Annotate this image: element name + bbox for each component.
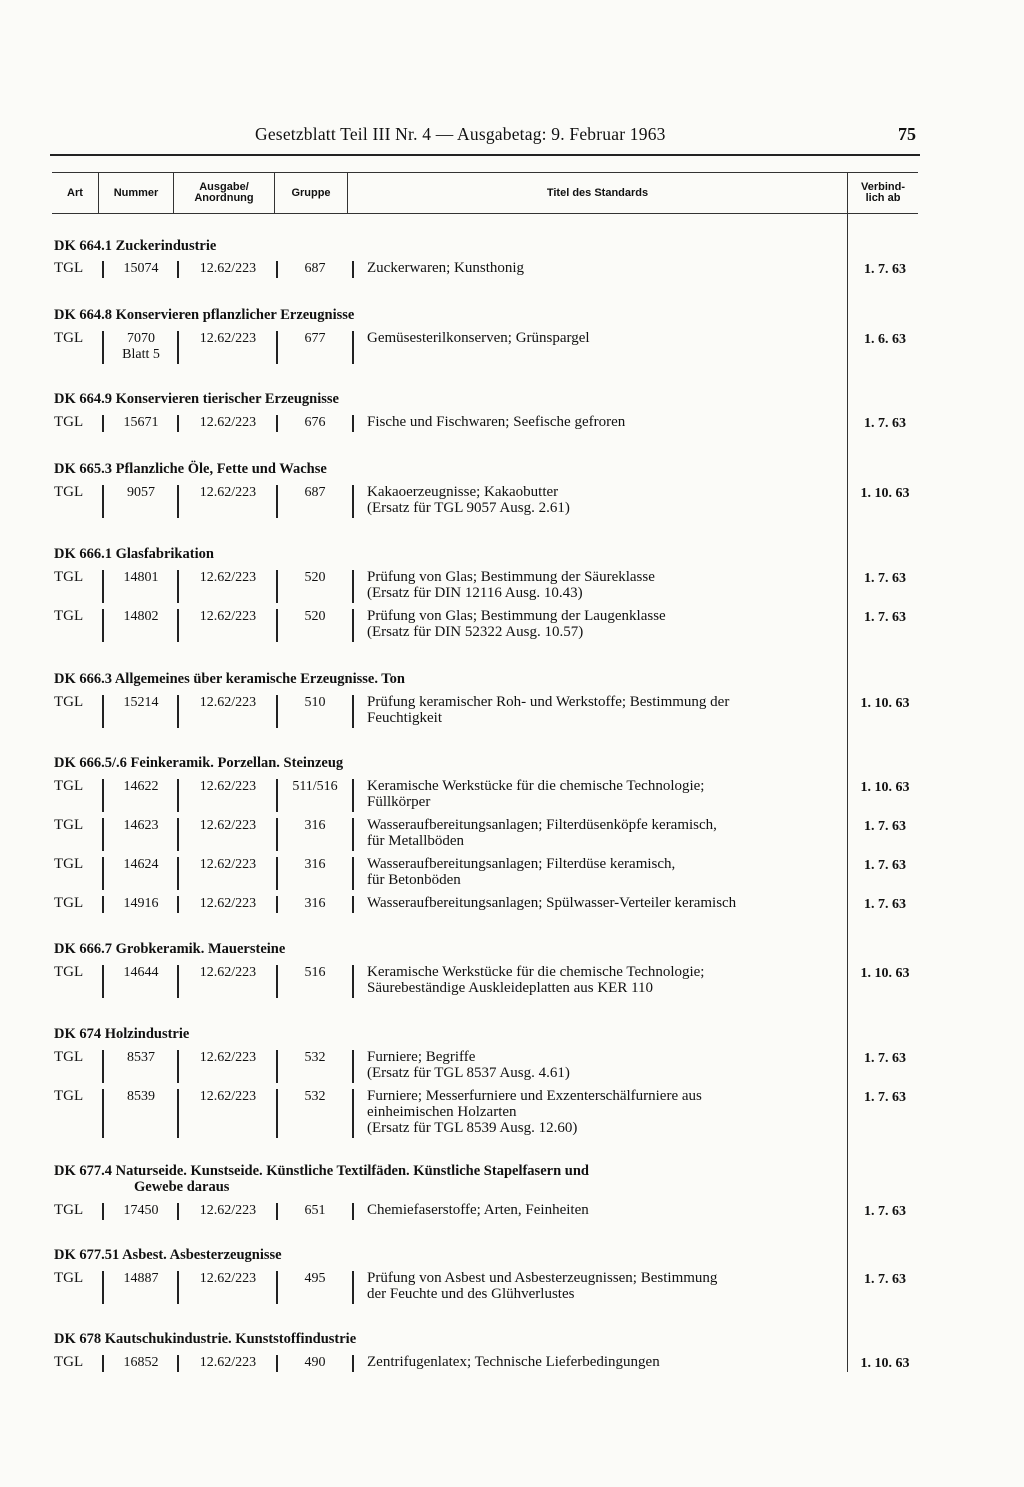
page-number: 75 (898, 124, 916, 144)
row-nummer: 14622 (123, 779, 159, 794)
row-nummer: 15671 (123, 415, 159, 430)
row-nummer: 8537 (127, 1050, 155, 1065)
row-nummer: 14887 (123, 1271, 159, 1286)
column-bar (177, 818, 179, 851)
column-bar (177, 779, 179, 812)
row-ausgabe: 12.62/223 (199, 695, 257, 710)
column-bar (102, 1203, 104, 1220)
column-bar (352, 261, 354, 278)
row-ausgabe: 12.62/223 (199, 965, 257, 980)
row-art: TGL (54, 608, 84, 624)
column-header-ausgabe: Ausgabe/ Anordnung (194, 181, 254, 204)
column-bar (177, 896, 179, 913)
row-nummer: 14802 (123, 609, 159, 624)
column-bar (177, 261, 179, 278)
row-gruppe: 510 (304, 695, 326, 710)
row-gruppe: 511/516 (292, 779, 338, 794)
row-titel-line: für Metallböden (367, 833, 465, 849)
column-bar (352, 965, 354, 998)
row-gruppe: 316 (304, 857, 326, 872)
row-verbindlich: 1. 7. 63 (864, 858, 906, 873)
row-titel-line: (Ersatz für TGL 8539 Ausg. 12.60) (367, 1120, 578, 1136)
column-bar (276, 1203, 278, 1220)
row-art: TGL (54, 1354, 84, 1370)
section-title: DK 678 Kautschukindustrie. Kunststoffindustrie (54, 1331, 357, 1347)
row-nummer: 14916 (123, 896, 159, 911)
header-rule (50, 154, 920, 156)
column-bar (276, 261, 278, 278)
row-titel-line: Fische und Fischwaren; Seefische gefroren (367, 414, 626, 430)
verbindlich-column-rule (847, 212, 848, 1372)
column-bar (352, 1050, 354, 1083)
row-titel-line: Füllkörper (367, 794, 431, 810)
row-ausgabe: 12.62/223 (199, 1089, 257, 1104)
column-bar (276, 1089, 278, 1138)
row-gruppe: 495 (304, 1271, 326, 1286)
column-header-titel: Titel des Standards (546, 186, 649, 199)
section-title: DK 664.1 Zuckerindustrie (54, 238, 217, 254)
column-bar (276, 1355, 278, 1372)
row-verbindlich: 1. 7. 63 (864, 610, 906, 625)
column-bar (276, 779, 278, 812)
column-bar (352, 1203, 354, 1220)
row-titel-line: (Ersatz für DIN 52322 Ausg. 10.57) (367, 624, 584, 640)
row-art: TGL (54, 895, 84, 911)
row-art: TGL (54, 1270, 84, 1286)
column-bar (276, 695, 278, 728)
column-bar (352, 1355, 354, 1372)
section-title: DK 666.5/.6 Feinkeramik. Porzellan. Steinzeug (54, 755, 344, 771)
row-art: TGL (54, 414, 84, 430)
column-bar (276, 965, 278, 998)
row-verbindlich: 1. 7. 63 (864, 416, 906, 431)
row-ausgabe: 12.62/223 (199, 1203, 257, 1218)
column-bar (177, 609, 179, 642)
column-bar (177, 1050, 179, 1083)
row-art: TGL (54, 856, 84, 872)
row-gruppe: 520 (304, 570, 326, 585)
row-verbindlich: 1. 7. 63 (864, 1204, 906, 1219)
column-bar (177, 1203, 179, 1220)
section-title: DK 674 Holzindustrie (54, 1026, 190, 1042)
column-bar (276, 415, 278, 432)
row-nummer: 15214 (123, 695, 159, 710)
row-ausgabe: 12.62/223 (199, 1271, 257, 1286)
column-header-art: Art (67, 186, 83, 199)
row-verbindlich: 1. 7. 63 (864, 897, 906, 912)
row-titel-line: (Ersatz für TGL 8537 Ausg. 4.61) (367, 1065, 570, 1081)
row-gruppe: 687 (304, 485, 326, 500)
row-gruppe: 532 (304, 1050, 326, 1065)
column-bar (102, 570, 104, 603)
row-nummer-blatt: Blatt 5 (122, 347, 160, 362)
row-gruppe: 676 (304, 415, 326, 430)
column-bar (352, 857, 354, 890)
column-bar (177, 331, 179, 364)
row-titel-line: für Betonböden (367, 872, 461, 888)
column-bar (102, 261, 104, 278)
section-title: DK 677.4 Naturseide. Kunstseide. Künstliche Textilfäden. Künstliche Stapelfasern und (54, 1163, 589, 1179)
row-ausgabe: 12.62/223 (199, 261, 257, 276)
column-header-verbindlich: Verbind- lich ab (860, 181, 905, 204)
row-titel-line: Prüfung keramischer Roh- und Werkstoffe; Bestimmung der (367, 694, 730, 710)
row-titel-line: Furniere; Begriffe (367, 1049, 476, 1065)
column-bar (177, 570, 179, 603)
row-verbindlich: 1. 10. 63 (860, 486, 910, 501)
column-bar (352, 485, 354, 518)
column-bar (352, 1089, 354, 1138)
column-header-nummer: Nummer (113, 186, 159, 199)
row-verbindlich: 1. 10. 63 (860, 696, 910, 711)
column-bar (352, 609, 354, 642)
column-bar (352, 1271, 354, 1304)
row-nummer: 8539 (127, 1089, 155, 1104)
row-art: TGL (54, 484, 84, 500)
row-art: TGL (54, 1202, 84, 1218)
row-nummer: 17450 (123, 1203, 159, 1218)
row-ausgabe: 12.62/223 (199, 779, 257, 794)
column-bar (102, 896, 104, 913)
column-bar (102, 695, 104, 728)
column-bar (177, 485, 179, 518)
column-bar (352, 695, 354, 728)
row-titel-line: Prüfung von Asbest und Asbesterzeugnissen; Bestimmung (367, 1270, 718, 1286)
row-gruppe: 490 (304, 1355, 326, 1370)
column-bar (102, 485, 104, 518)
column-bar (102, 609, 104, 642)
row-titel-line: Prüfung von Glas; Bestimmung der Säureklasse (367, 569, 655, 585)
section-title: DK 664.8 Konservieren pflanzlicher Erzeugnisse (54, 307, 355, 323)
row-titel-line: Feuchtigkeit (367, 710, 442, 726)
row-nummer: 14623 (123, 818, 159, 833)
column-bar (352, 896, 354, 913)
row-art: TGL (54, 964, 84, 980)
row-titel-line: Säurebeständige Auskleideplatten aus KER 110 (367, 980, 654, 996)
section-title: DK 677.51 Asbest. Asbesterzeugnisse (54, 1247, 282, 1263)
column-bar (177, 695, 179, 728)
row-verbindlich: 1. 7. 63 (864, 262, 906, 277)
row-art: TGL (54, 330, 84, 346)
column-bar (177, 1355, 179, 1372)
row-verbindlich: 1. 10. 63 (860, 780, 910, 795)
column-bar (102, 331, 104, 364)
row-gruppe: 316 (304, 896, 326, 911)
column-bar (102, 1089, 104, 1138)
row-ausgabe: 12.62/223 (199, 857, 257, 872)
row-ausgabe: 12.62/223 (199, 331, 257, 346)
row-verbindlich: 1. 10. 63 (860, 1356, 910, 1371)
row-gruppe: 532 (304, 1089, 326, 1104)
row-titel-line: einheimischen Holzarten (367, 1104, 517, 1120)
column-bar (276, 818, 278, 851)
section-title: DK 664.9 Konservieren tierischer Erzeugnisse (54, 391, 339, 407)
row-titel-line: der Feuchte und des Glühverlustes (367, 1286, 575, 1302)
row-titel-line: Furniere; Messerfurniere und Exzenterschälfurniere aus (367, 1088, 702, 1104)
column-bar (352, 570, 354, 603)
column-bar (276, 1050, 278, 1083)
row-nummer: 14644 (123, 965, 159, 980)
row-nummer: 15074 (123, 261, 159, 276)
row-verbindlich: 1. 10. 63 (860, 966, 910, 981)
column-bar (102, 1271, 104, 1304)
section-title: DK 666.3 Allgemeines über keramische Erzeugnisse. Ton (54, 671, 405, 687)
row-titel-line: Prüfung von Glas; Bestimmung der Laugenklasse (367, 608, 666, 624)
row-gruppe: 520 (304, 609, 326, 624)
row-ausgabe: 12.62/223 (199, 570, 257, 585)
row-verbindlich: 1. 7. 63 (864, 571, 906, 586)
column-bar (352, 331, 354, 364)
column-bar (276, 331, 278, 364)
row-titel-line: Zentrifugenlatex; Technische Lieferbedingungen (367, 1354, 660, 1370)
column-bar (102, 1050, 104, 1083)
row-titel-line: (Ersatz für DIN 12116 Ausg. 10.43) (367, 585, 583, 601)
page-header-title: Gesetzblatt Teil III Nr. 4 — Ausgabetag: 9. Februar 1963 (255, 124, 666, 144)
row-gruppe: 687 (304, 261, 326, 276)
row-verbindlich: 1. 6. 63 (864, 332, 906, 347)
column-bar (102, 1355, 104, 1372)
column-bar (276, 857, 278, 890)
row-titel-line: Wasseraufbereitungsanlagen; Filterdüse keramisch, (367, 856, 676, 872)
row-gruppe: 316 (304, 818, 326, 833)
row-ausgabe: 12.62/223 (199, 896, 257, 911)
column-bar (102, 415, 104, 432)
row-nummer: 9057 (127, 485, 155, 500)
section-title-continued: Gewebe daraus (134, 1179, 230, 1195)
column-bar (352, 818, 354, 851)
column-bar (102, 857, 104, 890)
row-titel-line: Keramische Werkstücke für die chemische Technologie; (367, 964, 705, 980)
row-gruppe: 677 (304, 331, 326, 346)
section-title: DK 666.7 Grobkeramik. Mauersteine (54, 941, 286, 957)
column-bar (276, 485, 278, 518)
row-art: TGL (54, 569, 84, 585)
column-bar (276, 1271, 278, 1304)
row-ausgabe: 12.62/223 (199, 1355, 257, 1370)
row-art: TGL (54, 260, 84, 276)
table-header (52, 172, 918, 214)
row-gruppe: 651 (304, 1203, 326, 1218)
section-title: DK 665.3 Pflanzliche Öle, Fette und Wachse (54, 461, 327, 477)
column-bar (177, 1089, 179, 1138)
row-titel-line: Gemüsesterilkonserven; Grünspargel (367, 330, 590, 346)
column-bar (352, 415, 354, 432)
column-bar (102, 779, 104, 812)
column-bar (276, 609, 278, 642)
row-gruppe: 516 (304, 965, 326, 980)
column-header-gruppe: Gruppe (291, 186, 331, 199)
row-ausgabe: 12.62/223 (199, 609, 257, 624)
column-bar (177, 1271, 179, 1304)
row-verbindlich: 1. 7. 63 (864, 1090, 906, 1105)
row-titel-line: Wasseraufbereitungsanlagen; Spülwasser-Verteiler keramisch (367, 895, 737, 911)
row-nummer: 16852 (123, 1355, 159, 1370)
row-ausgabe: 12.62/223 (199, 485, 257, 500)
row-art: TGL (54, 1088, 84, 1104)
row-verbindlich: 1. 7. 63 (864, 1051, 906, 1066)
row-titel-line: Keramische Werkstücke für die chemische Technologie; (367, 778, 705, 794)
row-art: TGL (54, 694, 84, 710)
row-ausgabe: 12.62/223 (199, 415, 257, 430)
column-bar (276, 896, 278, 913)
column-bar (102, 965, 104, 998)
row-verbindlich: 1. 7. 63 (864, 1272, 906, 1287)
column-bar (177, 857, 179, 890)
row-nummer: 14801 (123, 570, 159, 585)
row-titel-line: Chemiefaserstoffe; Arten, Feinheiten (367, 1202, 589, 1218)
column-bar (352, 779, 354, 812)
row-art: TGL (54, 778, 84, 794)
column-bar (177, 415, 179, 432)
row-nummer: 7070 (127, 331, 155, 346)
row-art: TGL (54, 1049, 84, 1065)
row-titel-line: Zuckerwaren; Kunsthonig (367, 260, 525, 276)
row-nummer: 14624 (123, 857, 159, 872)
section-title: DK 666.1 Glasfabrikation (54, 546, 214, 562)
row-ausgabe: 12.62/223 (199, 818, 257, 833)
row-titel-line: Kakaoerzeugnisse; Kakaobutter (367, 484, 559, 500)
column-bar (102, 818, 104, 851)
row-art: TGL (54, 817, 84, 833)
row-titel-line: (Ersatz für TGL 9057 Ausg. 2.61) (367, 500, 570, 516)
row-verbindlich: 1. 7. 63 (864, 819, 906, 834)
row-titel-line: Wasseraufbereitungsanlagen; Filterdüsenköpfe keramisch, (367, 817, 717, 833)
column-bar (177, 965, 179, 998)
column-bar (276, 570, 278, 603)
row-ausgabe: 12.62/223 (199, 1050, 257, 1065)
